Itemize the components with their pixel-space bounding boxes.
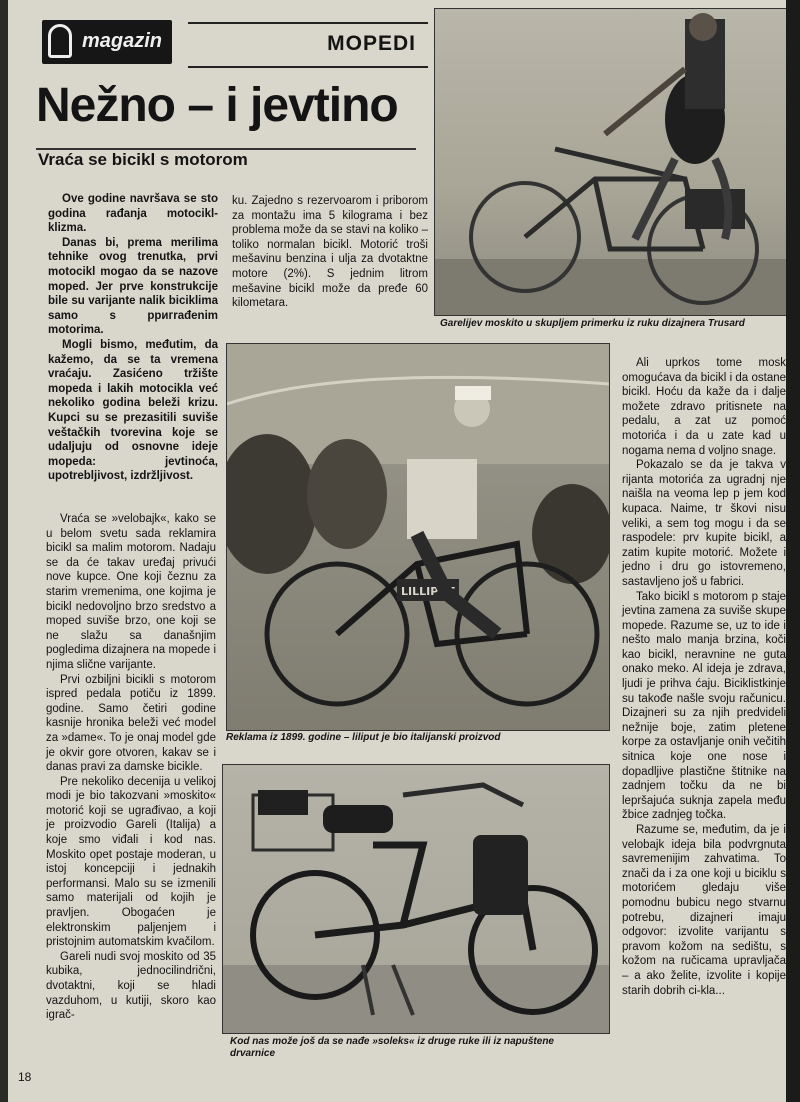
column-3 (622, 356, 786, 998)
photo3-caption: Kod nas može još da se nađe »soleks« iz druge ruke ili iz napuštene drvarnice (230, 1036, 554, 1059)
column-2-paragraph: ku. Zajedno s rezervoarom i priborom za montažu ima 5 kilograma i bez problema može da se stavi na koliko – toliko normalan bicikl. Motorić troši mešavinu benzina i ulja za dvotaktne motore (2%). S jednim litrom mešavine bicikl može da pređe 60 kilometara. (232, 195, 428, 310)
body-paragraph: Tako bicikl s motorom p staje jevtina zamena za suviše skupe mopede. Razume se, uz to ide i nešto malo manja brzina, koči kao bicikl, neravnine ne guta onako meko. Al ideja je zdrava, ljudi je prihva ćaju. Biciklistkinje su takođe našle svoju računicu. Dizajneri su za njih predvideli nežnije boje, zatim pletene korpe za ostavljanje onih večitih sitnica koje one nose i dopadljive plastične štitnike na zadnjem točku da ne bi lepršajuća suknja zapela među žbice zadnjeg točka. (622, 590, 786, 822)
bicycle-illustration (435, 9, 786, 315)
section-label (188, 22, 428, 68)
column-2 (232, 194, 428, 311)
headline: Nežno – i jevtino (36, 79, 398, 132)
body-paragraph: Razume se, međutim, da je i velobajk ideja bila podvrgnuta savremenijim zahvatima. To znači da i za one koji u biciklu s motorićem gledaju više pomodnu bubicu nego stvarnu potrebu, dizajneri imaju odgovor: izvolite varijantu s pravom kožom na sedištu, s kožom na ručicama upravljača – a ako želite, izvolite i kopije starih dobrih ci-kla... (622, 824, 786, 997)
intro-paragraph: Danas bi, prema merilima tehnike ovog trenutka, prvi motocikl mogao da se nazove moped. Jer prve konstrukcije bile su varijante nalik biciklima samo s pригrađenim motorima. (48, 236, 218, 337)
body-paragraph: Gareli nudi svoj moskito od 35 kubika, jednocilindrični, dvotaktni, koji se hladi vazduhom, u kutiji, skoro kao igrač- (46, 950, 216, 1022)
photo2-caption: Reklama iz 1899. godine – liliput je bio italijanski proizvod (226, 732, 501, 743)
page-number: 18 (18, 1070, 32, 1084)
page-edge-shadow (786, 0, 800, 1102)
advertisement-illustration (227, 344, 609, 730)
magazine-page (8, 0, 786, 1102)
logo-icon (48, 24, 72, 58)
body-paragraph: Pokazalo se da je takva v rijanta motorića za ugradnj nje naišla na veoma lep p jem kod kupaca. Naime, tr škovi nisu veliki, a sem tog mogu i da se raspodele: prv kupite bicikl, a zatim kupite motorić. Možete i jedno i dru go istovremeno, sastavljeno još u fabrici. (622, 459, 786, 588)
body-paragraph: Vraća se »velobajk«, kako se u belom svetu sada reklamira bicikl sa malim motorom. Nadaju se da će takav uređaj privući nove kupce. One koji čeznu za starim vremenima, one kojima je bicikl nedovoljno brzo sredstvo a moped suviše brzo, one koji se ne slažu sa današnjim pogledima dizajnera na mopede i njima slične varijante. (46, 513, 216, 671)
magazine-logo (42, 20, 172, 64)
lilliput-sign: LILLIPUT (401, 585, 455, 598)
body-paragraph: Pre nekoliko decenija u velikoj modi je bio takozvani »moskito« motorić koji se ugrađivao, a koji je proizvodio Gareli (Italija) a koje smo viđali i kod nas. Moskito opet postaje moderan, u istoj koncepciji i jednakih performansi. Malo su se izmenili samo materijali od kojih je pravljen. Obogaćen je elektronskim paljenjem i pristojnim automatskim kvačilom. (46, 775, 216, 949)
logo-text: magazin (82, 30, 163, 52)
photo-solex (222, 764, 610, 1034)
section-title: MOPEDI (327, 32, 416, 55)
column-1-body (46, 512, 216, 1023)
photo-1899-advertisement (226, 343, 610, 731)
intro-paragraph: Ove godine navršava se sto godina rađanja motocikl-klizma. (48, 193, 218, 235)
photo1-caption: Gareliјev moskito u skupljem primerku iz ruku dizajnera Trusard (440, 318, 745, 329)
body-paragraph: Prvi ozbiljni bicikli s motorom ispred pedala potiču iz 1899. godine. Samo četiri godine kasnije hronika beleži već model za »dame«. To je onaj model gde je okvir gore otvoren, kakav se i danas pravi za damske bicikle. (46, 673, 216, 774)
intro-column (48, 192, 218, 484)
body-paragraph: Ali uprkos tome mosk omogućava da bicikl i da ostane bicikl. Hoću da kaže da i dalje možete zdravo pritisnete na pedalu, a zat uz pomoć motorića i da u zate kad u nogama nema d voljno snage. (622, 357, 786, 457)
photo-woman-moped (434, 8, 786, 316)
intro-paragraph: Mogli bismo, međutim, da kažemo, da se ta vremena vraćaju. Zasićeno tržište mopeda i lakih motocikla već nekoliko godina beleži krizu. Kupci su se prezasitili suviše veštačkih tvorevina koje se udaljuju od osnovne ideje mopeda: jevtinoća, upotrebljivost, izdržljivost. (48, 338, 218, 483)
subheadline: Vraća se bicikl s motorom (38, 150, 248, 169)
solex-illustration (223, 765, 609, 1033)
